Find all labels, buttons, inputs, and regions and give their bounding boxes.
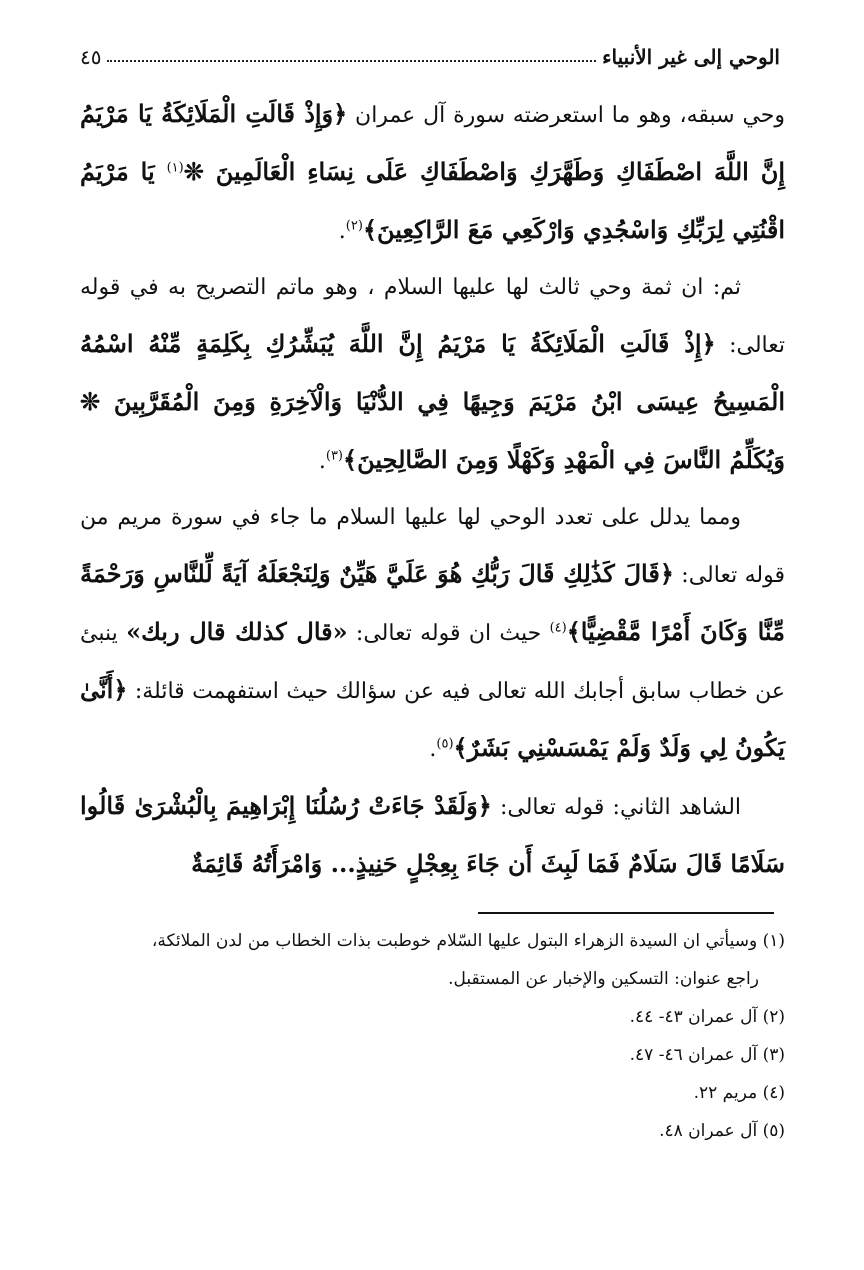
paragraph-text: وحي سبقه، وهو ما استعرضته سورة آل عمران [347,103,786,128]
footnote-ref-2: (٢) [345,218,363,234]
quran-verse: ﴿قَالَ كَذَٰلِكِ قَالَ رَبُّكِ هُوَ عَلَيَّ هَيِّنٌ وَلِنَجْعَلَهُ آيَةً لِّلنَّاسِ وَرَحْمَةً مِّنَّا وَكَانَ أَمْرًا مَّقْضِيًّا﴾ [80,559,785,646]
quran-verse: ﴿إِذْ قَالَتِ الْمَلَائِكَةُ يَا مَرْيَمُ إِنَّ اللَّهَ يُبَشِّرُكِ بِكَلِمَةٍ مِّنْهُ اسْمُهُ الْمَسِيحُ عِيسَى ابْنُ مَرْيَمَ وَجِيهًا فِي الدُّنْيَا وَالْآخِرَةِ وَمِنَ الْمُقَرَّبِينَ ❊ وَيُكَلِّمُ النَّاسَ فِي الْمَهْدِ وَكَهْلًا وَمِنَ الصَّالِحِينَ﴾ [80,329,785,474]
footnotes [80,922,785,1150]
footnote-ref-5: (٥) [436,736,454,752]
paragraph-end: . [318,449,326,474]
footnote-separator [478,912,774,914]
footnote-3: (٣) آل عمران ٤٦- ٤٧. [629,1045,785,1065]
footnote-ref-1: (١) [166,160,184,176]
running-title: الوحي إلى غير الأنبياء [602,45,780,69]
footnote-2: (٢) آل عمران ٤٣- ٤٤. [629,1007,785,1027]
quran-verse: يَا مَرْيَمُ اقْنُتِي لِرَبِّكِ وَاسْجُدِي وَارْكَعِي مَعَ الرَّاكِعِينَ﴾ [80,157,785,244]
quran-verse: ﴿وَلَقَدْ جَاءَتْ رُسُلُنَا إِبْرَاهِيمَ بِالْبُشْرَىٰ قَالُوا سَلَامًا قَالَ سَلَامٌ فَمَا لَبِثَ أَن جَاءَ بِعِجْلٍ حَنِيذٍ... وَامْرَأَتُهُ قَائِمَةٌ [80,791,785,878]
footnote-ref-4: (٤) [549,620,567,636]
page-number: ٤٥ [80,45,102,69]
paragraph-text: ثم: ان ثمة وحي ثالث لها عليها السلام ، وهو ماتم التصريح به في قوله تعالى: [80,275,785,358]
quran-verse: ﴿أَنَّىٰ يَكُونُ لِي وَلَدٌ وَلَمْ يَمْسَسْنِي بَشَرٌ﴾ [80,675,785,762]
paragraph-text: الشاهد الثاني: قوله تعالى: [491,795,742,820]
main-text [80,86,785,894]
paragraph-2 [80,260,785,490]
paragraph-text: ومما يدلل على تعدد الوحي لها عليها السلام ما جاء في سورة مريم من قوله تعالى: [80,505,785,588]
paragraph-4 [80,778,785,894]
quoted-phrase: «قال كذلك قال ربك» [126,617,348,646]
paragraph-1 [80,86,785,260]
footnote-4: (٤) مريم ٢٢. [693,1083,785,1103]
footnote-1: (١) وسيأتي ان السيدة الزهراء البتول عليها السّلام خوطبت بذات الخطاب من لدن الملائكة، [151,931,785,951]
footnote-1-continuation: راجع عنوان: التسكين والإخبار عن المستقبل. [448,969,759,989]
paragraph-text: ينبئ عن خطاب سابق أجابك الله تعالى فيه عن سؤالك حيث استفهمت قائلة: [80,621,785,704]
paragraph-text: حيث ان قوله تعالى: [347,621,550,646]
paragraph-end: . [429,737,437,762]
footnote-ref-3: (٣) [325,448,343,464]
running-header [80,40,780,75]
footnote-5: (٥) آل عمران ٤٨. [659,1121,785,1141]
quran-verse: ﴿وَإِذْ قَالَتِ الْمَلَائِكَةُ يَا مَرْيَمُ إِنَّ اللَّهَ اصْطَفَاكِ وَطَهَّرَكِ وَاصْطَفَاكِ عَلَى نِسَاءِ الْعَالَمِينَ ❊ [80,99,785,186]
header-dot-leader [107,60,596,62]
paragraph-3 [80,490,785,778]
paragraph-end: . [338,219,346,244]
